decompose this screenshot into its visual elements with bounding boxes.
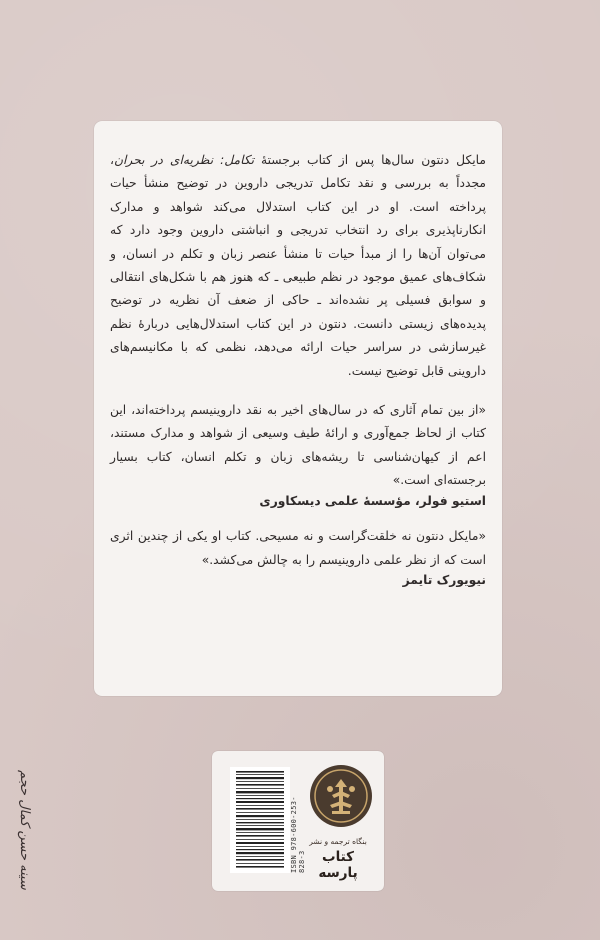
barcode-image — [230, 767, 290, 873]
quote-1-text: «از بین تمام آثاری که در سال‌های اخیر به نقد داروینیسم پرداخته‌اند، این کتاب از لحاظ جمع‌آوری و ارائهٔ طیف وسیعی از شواهد و مدارک مستند، اعم از کیهان‌شناسی تا ریشه‌های زبان و تکلم انسان، کتاب بسیار برجسته‌ای است.» — [110, 403, 486, 488]
blurb-body: ، مجدداً به بررسی و نقد تکامل تدریجی داروین در توضیح منشأ حیات پرداخته است. او در این کتاب استدلال می‌کند شواهد و مدارک انکارناپذیری برای رد انتخاب تدریجی و انباشتی داروین وجود دارد که می‌توان آن‌ها را از مبدأ حیات تا منشأ عنصر زبان و تکلم در انسان، و شکاف‌های عمیق موجود در نظم طبیعی ـ که هنوز هم با شکل‌های انتقالی و سوابق فسیلی پر نشده‌اند ـ حاکی از ضعف آن نظریه در توضیح پدیده‌های زیستی دانست. دنتون در این کتاب استدلال‌هایی دربارهٔ نظم غیرسازشی در سراسر حیات ارائه می‌دهد، نظمی که با مکانیسم‌های داروینی قابل توضیح نیست. — [110, 153, 486, 378]
publisher-logo — [310, 765, 372, 827]
barcode-publisher-card — [212, 751, 384, 891]
publisher-name: کتاب پارسه — [318, 849, 358, 881]
signature-text: سینه حسن کمال حجم — [17, 770, 32, 890]
quote-1-source: استیو فولر، مؤسسهٔ علمی دیسکاوری — [259, 493, 486, 508]
blurb-intro: مایکل دنتون سال‌ها پس از کتاب برجستهٔ — [254, 153, 486, 167]
book-title-reference: تکامل: نظریه‌ای در بحران — [113, 153, 255, 167]
blurb-text-block — [110, 149, 486, 604]
barcode-bars — [230, 767, 290, 873]
quote-2-text: «مایکل دنتون نه خلقت‌گراست و نه مسیحی. کتاب او یکی از چندین اثری است که از نظر علمی داروینیسم را به چالش می‌کشد.» — [110, 529, 486, 567]
publisher-emblem-icon — [310, 765, 372, 827]
back-cover-blurb-panel — [94, 121, 502, 696]
isbn-label: ISBN 978-600-253-828-3 — [290, 796, 306, 873]
quote-2-source: نیویورک تایمز — [402, 572, 486, 587]
blurb-paragraph — [110, 149, 486, 383]
handwritten-signature — [2, 770, 38, 920]
publisher-tagline: بنگاه ترجمه و نشر — [309, 837, 367, 846]
